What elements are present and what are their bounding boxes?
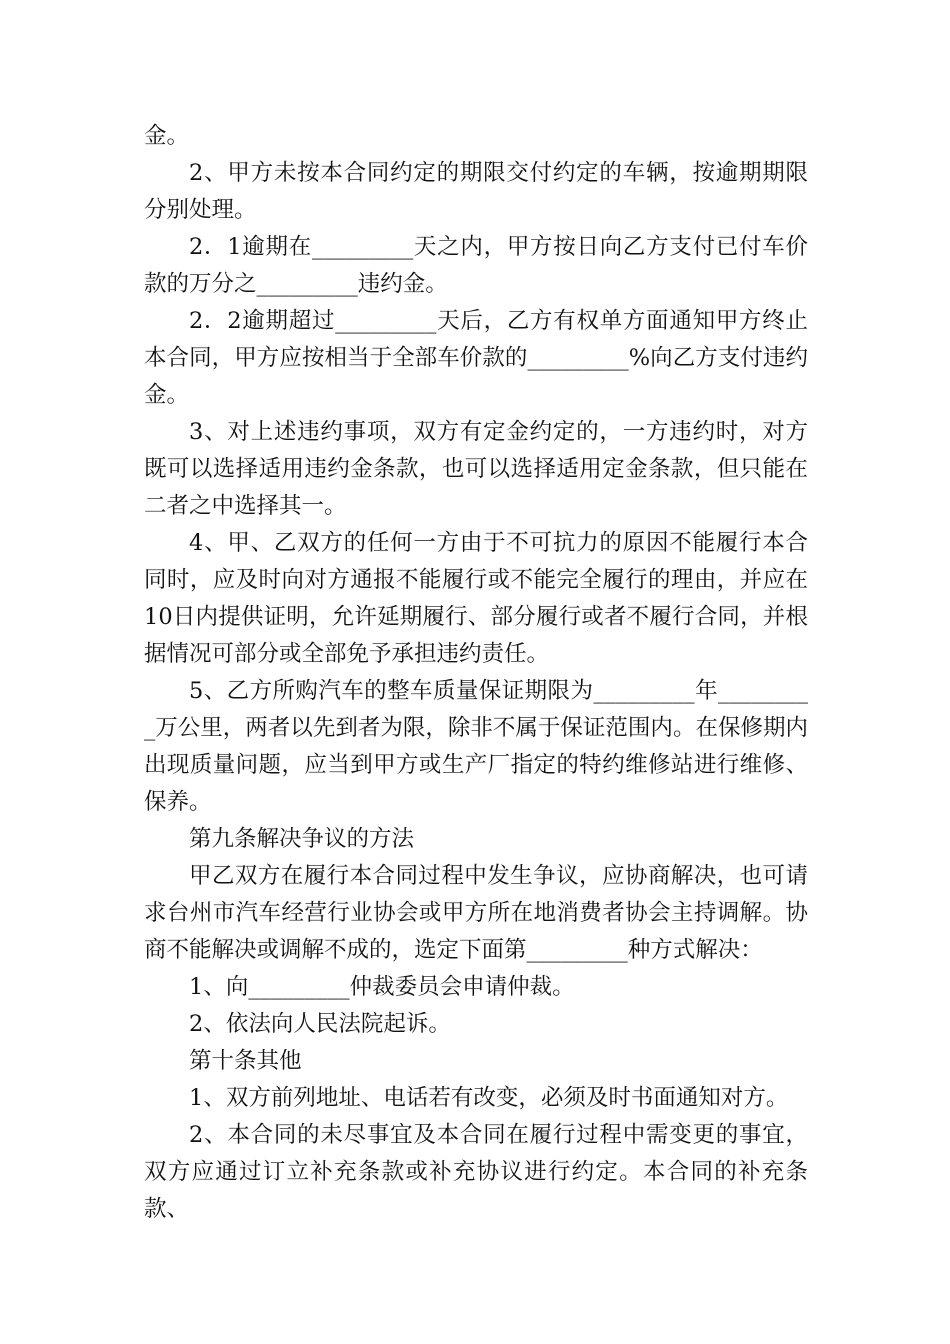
paragraph-penalty-end: 金。 xyxy=(144,123,190,149)
paragraph-clause-4: 4、甲、乙双方的任何一方由于不可抗力的原因不能履行本合同时，应及时向对方通报不能履行或不能完全履行的理由，并应在10日内提供证明，允许延期履行、部分履行或者不履行合同，并根据情况可部分或全部免予承担违约责任。 xyxy=(144,530,808,667)
paragraph-arbitration-option: 1、向_________仲裁委员会申请仲裁。 xyxy=(189,974,575,1000)
paragraph-clause-5: 5、乙方所购汽车的整车质量保证期限为_________年_________万公里，两者以先到者为限，除非不属于保证范围内。在保修期内出现质量问题，应当到甲方或生产厂指定的特约维修站进行维修、保养。 xyxy=(144,678,808,815)
paragraph-other-1: 1、双方前列地址、电话若有改变，必须及时书面通知对方。 xyxy=(189,1085,789,1111)
paragraph-clause-3: 3、对上述违约事项，双方有定金约定的，一方违约时，对方既可以选择适用违约金条款，也可以选择适用定金条款，但只能在二者之中选择其一。 xyxy=(144,419,808,519)
paragraph-litigation-option: 2、依法向人民法院起诉。 xyxy=(189,1011,451,1037)
paragraph-dispute-resolution: 甲乙双方在履行本合同过程中发生争议，应协商解决，也可请求台州市汽车经营行业协会或甲方所在地消费者协会主持调解。协商不能解决或调解不成的，选定下面第_________种方式解决： xyxy=(144,863,808,963)
section-heading-article-10: 第十条其他 xyxy=(189,1048,302,1074)
paragraph-other-2: 2、本合同的未尽事宜及本合同在履行过程中需变更的事宜，双方应通过订立补充条款或补充协议进行约定。本合同的补充条款、 xyxy=(144,1122,808,1222)
paragraph-clause-2-1: 2．1逾期在_________天之内，甲方按日向乙方支付已付车价款的万分之_________违约金。 xyxy=(144,234,808,297)
document-page xyxy=(144,118,808,1228)
paragraph-clause-2-2: 2．2逾期超过_________天后，乙方有权单方面通知甲方终止本合同，甲方应按相当于全部车价款的_________%向乙方支付违约金。 xyxy=(144,308,808,408)
section-heading-article-9: 第九条解决争议的方法 xyxy=(189,826,415,852)
paragraph-clause-2: 2、甲方未按本合同约定的期限交付约定的车辆，按逾期期限分别处理。 xyxy=(144,160,808,223)
